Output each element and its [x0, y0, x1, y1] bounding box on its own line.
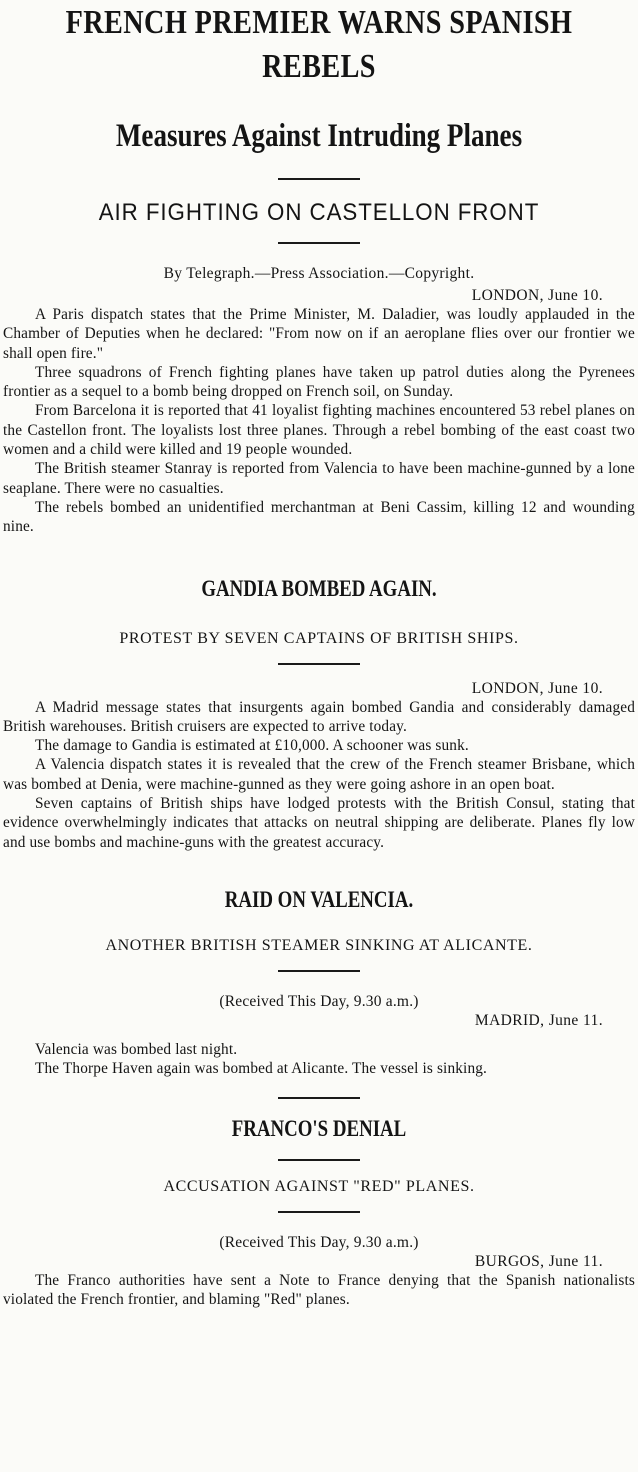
paragraph: The Thorpe Haven again was bombed at Alicante. The vessel is sinking.	[35, 1060, 488, 1078]
byline: By Telegraph.—Press Association.—Copyright.	[163, 265, 475, 282]
paragraph: From Barcelona it is reported that 41 loyalist fighting machines encountered 53 rebel planes on the Castellon front. The loyalists lost three planes. Through a rebel bombing of the east coast two women and a child were killed and 19 people wounded.	[3, 402, 635, 459]
received-note: (Received This Day, 9.30 a.m.)	[219, 1233, 419, 1251]
paragraph: Seven captains of British ships have lodged protests with the British Consul, stating that evidence overwhelmingly indicates that attacks on neutral shipping are deliberate. Planes fly low and use bombs and machine-guns with the greatest accuracy.	[3, 795, 635, 851]
article-gandia	[3, 575, 635, 852]
deck-headline: AIR FIGHTING ON CASTELLON FRONT	[98, 199, 540, 226]
divider-rule	[278, 242, 360, 244]
paragraph: A Valencia dispatch states it is revealed that the crew of the French steamer Brisbane, which was bombed at Denia, were machine-gunned as they were going ashore in an open boat.	[3, 756, 635, 793]
article-premier-warns	[3, 264, 635, 537]
section-subheading: PROTEST BY SEVEN CAPTAINS OF BRITISH SHIPS.	[119, 629, 519, 647]
headline-line-1: FRENCH PREMIER WARNS SPANISH	[65, 4, 573, 41]
paragraph: The Franco authorities have sent a Note to France denying that the Spanish nationalists violated the French frontier, and blaming "Red" planes.	[3, 1271, 635, 1308]
dateline: MADRID, June 11.	[474, 1011, 603, 1029]
divider-rule	[278, 1097, 360, 1099]
article-body	[3, 1040, 635, 1079]
article-body	[3, 305, 635, 537]
paragraph: Three squadrons of French fighting planes have taken up patrol duties along the Pyrenees frontier as a sequel to a bomb being dropped on French soil, on Sunday.	[3, 363, 635, 401]
received-note: (Received This Day, 9.30 a.m.)	[219, 992, 419, 1010]
paragraph: The damage to Gandia is estimated at £10,000. A schooner was sunk.	[35, 737, 469, 755]
dateline: LONDON, June 10.	[471, 287, 603, 304]
paragraph: The British steamer Stanray is reported from Valencia to have been machine-gunned by a lone seaplane. There were no casualties.	[3, 460, 635, 497]
paragraph: Valencia was bombed last night.	[35, 1040, 238, 1058]
section-heading: FRANCO'S DENIAL	[231, 1115, 407, 1141]
headline-line-2: REBELS	[262, 48, 376, 85]
paragraph: A Madrid message states that insurgents again bombed Gandia and considerably damaged British warehouses. British cruisers are expected to arrive today.	[3, 698, 635, 735]
dateline: BURGOS, June 11.	[474, 1252, 603, 1270]
section-subheading: ACCUSATION AGAINST "RED" PLANES.	[163, 1177, 475, 1195]
section-heading: RAID ON VALENCIA.	[224, 886, 414, 912]
article-body	[3, 1271, 635, 1310]
divider-rule	[278, 663, 360, 665]
article-valencia	[3, 886, 635, 1079]
divider-rule	[278, 1159, 360, 1161]
article-body	[3, 698, 635, 852]
divider-rule	[278, 1211, 360, 1213]
subheadline: Measures Against Intruding Planes	[115, 118, 523, 154]
paragraph: A Paris dispatch states that the Prime Minister, M. Daladier, was loudly applauded in the Chamber of Deputies when he declared: "From now on if an aeroplane flies over our frontier we shall open fire."	[3, 306, 635, 362]
divider-rule	[278, 178, 360, 180]
divider-rule	[278, 970, 360, 972]
dateline: LONDON, June 10.	[471, 679, 603, 697]
section-subheading: ANOTHER BRITISH STEAMER SINKING AT ALICANTE.	[105, 936, 533, 954]
paragraph: The rebels bombed an unidentified merchantman at Beni Cassim, killing 12 and wounding nine.	[3, 498, 635, 536]
article-franco-denial	[3, 1115, 635, 1310]
section-heading: GANDIA BOMBED AGAIN.	[201, 575, 437, 601]
